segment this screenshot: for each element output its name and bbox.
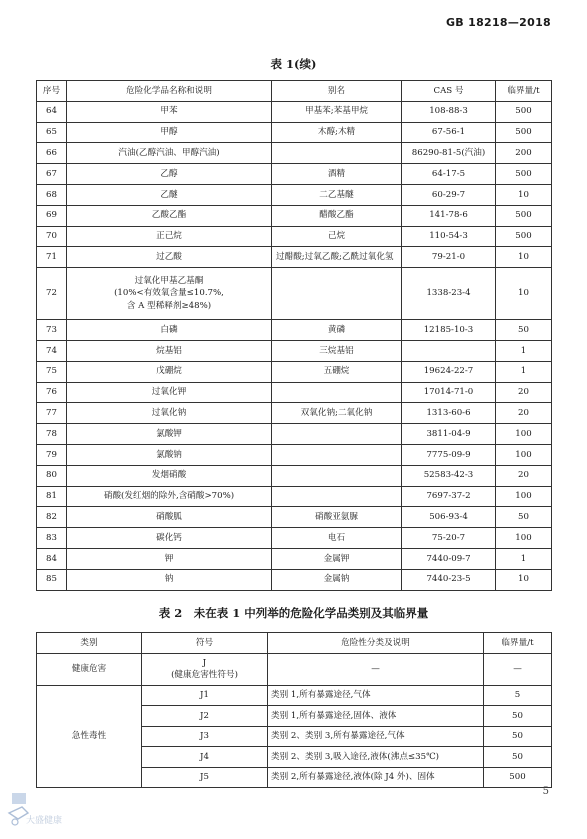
chemical-name-cell: 过氧化钠: [67, 403, 272, 424]
chemical-name-cell: 过氧化钾: [67, 382, 272, 403]
table-row: [37, 184, 552, 205]
table2-title: 表 2 未在表 1 中列举的危险化学品类别及其临界量: [158, 606, 429, 620]
description-cell: 类别 2、类别 3,吸入途径,液体(沸点≤35℃): [268, 747, 484, 768]
threshold-cell: 500: [496, 122, 552, 143]
cas-cell: 3811-04-9: [402, 424, 496, 445]
alias-cell: 酒精: [272, 164, 402, 185]
symbol-cell: [142, 653, 268, 685]
symbol-cell: J1: [142, 685, 268, 706]
serial-cell: 65: [37, 122, 67, 143]
column-header: 序号: [37, 81, 67, 102]
serial-cell: 80: [37, 465, 67, 486]
threshold-cell: 10: [496, 268, 552, 320]
threshold-cell: 50: [484, 706, 552, 727]
table1-header-row: [37, 81, 552, 102]
description-cell: 类别 1,所有暴露途径,气体: [268, 685, 484, 706]
alias-cell: 金属钠: [272, 569, 402, 590]
threshold-cell: 1: [496, 548, 552, 569]
threshold-cell: 50: [484, 726, 552, 747]
cas-cell: 7697-37-2: [402, 486, 496, 507]
serial-cell: 84: [37, 548, 67, 569]
column-header: 符号: [142, 633, 268, 654]
cas-cell: 7440-09-7: [402, 548, 496, 569]
threshold-cell: 100: [496, 486, 552, 507]
symbol-note: (健康危害性符号): [171, 670, 238, 680]
watermark-logo: [6, 791, 66, 831]
description-cell: —: [268, 653, 484, 685]
serial-cell: 74: [37, 340, 67, 361]
threshold-cell: 20: [496, 403, 552, 424]
chemical-name-cell: 汽油(乙醇汽油、甲醇汽油): [67, 143, 272, 164]
threshold-cell: 200: [496, 143, 552, 164]
description-cell: 类别 2,所有暴露途径,液体(除 J4 外)、固体: [268, 767, 484, 788]
chemical-name-cell: 甲醇: [67, 122, 272, 143]
cas-cell: [402, 340, 496, 361]
column-header: 危险化学品名称和说明: [67, 81, 272, 102]
threshold-cell: 20: [496, 382, 552, 403]
alias-cell: [272, 465, 402, 486]
alias-cell: [272, 444, 402, 465]
table-row: [37, 548, 552, 569]
serial-cell: 79: [37, 444, 67, 465]
serial-cell: 82: [37, 507, 67, 528]
cas-cell: 108-88-3: [402, 101, 496, 122]
column-header: 临界量/t: [496, 81, 552, 102]
column-header: 别名: [272, 81, 402, 102]
threshold-cell: 500: [496, 205, 552, 226]
threshold-cell: 500: [496, 101, 552, 122]
alias-cell: [272, 143, 402, 164]
threshold-cell: 500: [484, 767, 552, 788]
cas-cell: 141-78-6: [402, 205, 496, 226]
serial-cell: 75: [37, 361, 67, 382]
table-row: [37, 528, 552, 549]
table-row: [37, 101, 552, 122]
symbol-cell: J5: [142, 767, 268, 788]
serial-cell: 66: [37, 143, 67, 164]
chemical-name-line: 过氧化甲基乙基酮: [134, 275, 204, 286]
description-cell: 类别 1,所有暴露途径,固体、液体: [268, 706, 484, 727]
cas-cell: 7775-09-9: [402, 444, 496, 465]
category-cell: 急性毒性: [37, 685, 142, 788]
symbol-cell: J4: [142, 747, 268, 768]
table-row: [37, 122, 552, 143]
threshold-cell: 50: [484, 747, 552, 768]
cas-cell: 67-56-1: [402, 122, 496, 143]
alias-cell: [272, 382, 402, 403]
chemical-name-cell: [67, 268, 272, 320]
column-header: CAS 号: [402, 81, 496, 102]
threshold-cell: 1: [496, 340, 552, 361]
description-cell: 类别 2、类别 3,所有暴露途径,气体: [268, 726, 484, 747]
cas-cell: 1338-23-4: [402, 268, 496, 320]
symbol-cell: J3: [142, 726, 268, 747]
page-number: 5: [542, 786, 549, 797]
threshold-cell: 10: [496, 569, 552, 590]
chemical-name-line: 含 A 型稀释剂≥48%): [126, 300, 212, 311]
symbol-cell: J2: [142, 706, 268, 727]
table-row: [37, 320, 552, 341]
serial-cell: 73: [37, 320, 67, 341]
chemical-name-cell: 发烟硝酸: [67, 465, 272, 486]
chemical-name-cell: 烷基铝: [67, 340, 272, 361]
chemical-name-line: (10%<有效氧含量≤10.7%,: [114, 288, 224, 299]
chemical-name-cell: 乙醚: [67, 184, 272, 205]
table-row: [37, 403, 552, 424]
chemical-name-cell: 戊硼烷: [67, 361, 272, 382]
chemical-name-cell: 甲苯: [67, 101, 272, 122]
table-row: [37, 226, 552, 247]
table-row: [37, 382, 552, 403]
serial-cell: 70: [37, 226, 67, 247]
threshold-cell: 100: [496, 424, 552, 445]
cas-cell: 19624-22-7: [402, 361, 496, 382]
chemical-name-cell: 氯酸钠: [67, 444, 272, 465]
column-header: 类别: [37, 633, 142, 654]
threshold-cell: 50: [496, 320, 552, 341]
alias-cell: 黄磷: [272, 320, 402, 341]
serial-cell: 77: [37, 403, 67, 424]
cas-cell: 12185-10-3: [402, 320, 496, 341]
table1-title: 表 1(续): [270, 57, 317, 71]
table-row: [37, 465, 552, 486]
column-header: 临界量/t: [484, 633, 552, 654]
cas-cell: 7440-23-5: [402, 569, 496, 590]
serial-cell: 83: [37, 528, 67, 549]
chemical-name-cell: 硝酸胍: [67, 507, 272, 528]
threshold-cell: —: [484, 653, 552, 685]
table-row: [37, 361, 552, 382]
chemical-name-cell: 硝酸(发红烟的除外,含硝酸>70%): [67, 486, 272, 507]
alias-cell: 电石: [272, 528, 402, 549]
column-header: 危险性分类及说明: [268, 633, 484, 654]
serial-cell: 71: [37, 247, 67, 268]
table-row: [37, 486, 552, 507]
watermark-text: 大盛健康: [26, 816, 63, 826]
threshold-cell: 10: [496, 184, 552, 205]
threshold-cell: 50: [496, 507, 552, 528]
serial-cell: 76: [37, 382, 67, 403]
cas-cell: 75-20-7: [402, 528, 496, 549]
chemical-name-cell: 乙醇: [67, 164, 272, 185]
chemical-name-cell: 碳化钙: [67, 528, 272, 549]
cas-cell: 86290-81-5(汽油): [402, 143, 496, 164]
serial-cell: 67: [37, 164, 67, 185]
alias-cell: 二乙基醚: [272, 184, 402, 205]
alias-cell: [272, 424, 402, 445]
cas-cell: 52583-42-3: [402, 465, 496, 486]
serial-cell: 68: [37, 184, 67, 205]
alias-cell: 硝酸亚氨脲: [272, 507, 402, 528]
threshold-cell: 5: [484, 685, 552, 706]
table1: [36, 80, 552, 591]
cas-cell: 1313-60-6: [402, 403, 496, 424]
threshold-cell: 1: [496, 361, 552, 382]
cas-cell: 60-29-7: [402, 184, 496, 205]
alias-cell: 三烷基铝: [272, 340, 402, 361]
table-row: [37, 569, 552, 590]
standard-number: GB 18218—2018: [445, 16, 551, 29]
cas-cell: 17014-71-0: [402, 382, 496, 403]
table-row: [37, 340, 552, 361]
chemical-name-cell: 乙酸乙酯: [67, 205, 272, 226]
chemical-name-cell: 钠: [67, 569, 272, 590]
table-row: [37, 507, 552, 528]
alias-cell: 木醇;木精: [272, 122, 402, 143]
serial-cell: 78: [37, 424, 67, 445]
alias-cell: 甲基苯;苯基甲烷: [272, 101, 402, 122]
category-cell: 健康危害: [37, 653, 142, 685]
serial-cell: 69: [37, 205, 67, 226]
alias-cell: [272, 486, 402, 507]
table2-header-row: [37, 633, 552, 654]
table-row: [37, 685, 552, 706]
table-row: [37, 247, 552, 268]
alias-cell: 醋酸乙酯: [272, 205, 402, 226]
cas-cell: 506-93-4: [402, 507, 496, 528]
alias-cell: 己烷: [272, 226, 402, 247]
alias-cell: 金属钾: [272, 548, 402, 569]
table-row: [37, 164, 552, 185]
chemical-name-cell: 正己烷: [67, 226, 272, 247]
serial-cell: 72: [37, 268, 67, 320]
cas-cell: 79-21-0: [402, 247, 496, 268]
alias-cell: 过醋酸;过氧乙酸;乙酰过氧化氢: [272, 247, 402, 268]
chemical-name-cell: 过乙酸: [67, 247, 272, 268]
table-row: [37, 444, 552, 465]
serial-cell: 81: [37, 486, 67, 507]
table-row: [37, 205, 552, 226]
table-row: [37, 268, 552, 320]
serial-cell: 85: [37, 569, 67, 590]
table-row: [37, 424, 552, 445]
threshold-cell: 500: [496, 226, 552, 247]
alias-cell: 五硼烷: [272, 361, 402, 382]
threshold-cell: 100: [496, 528, 552, 549]
table-row: [37, 653, 552, 685]
chemical-name-cell: 钾: [67, 548, 272, 569]
alias-cell: 双氧化钠;二氧化钠: [272, 403, 402, 424]
chemical-name-cell: 白磷: [67, 320, 272, 341]
threshold-cell: 10: [496, 247, 552, 268]
table2: [36, 632, 552, 788]
cas-cell: 110-54-3: [402, 226, 496, 247]
threshold-cell: 500: [496, 164, 552, 185]
table-row: [37, 143, 552, 164]
threshold-cell: 100: [496, 444, 552, 465]
alias-cell: [272, 268, 402, 320]
cas-cell: 64-17-5: [402, 164, 496, 185]
threshold-cell: 20: [496, 465, 552, 486]
chemical-name-cell: 氯酸钾: [67, 424, 272, 445]
symbol-text: J: [202, 657, 207, 668]
serial-cell: 64: [37, 101, 67, 122]
